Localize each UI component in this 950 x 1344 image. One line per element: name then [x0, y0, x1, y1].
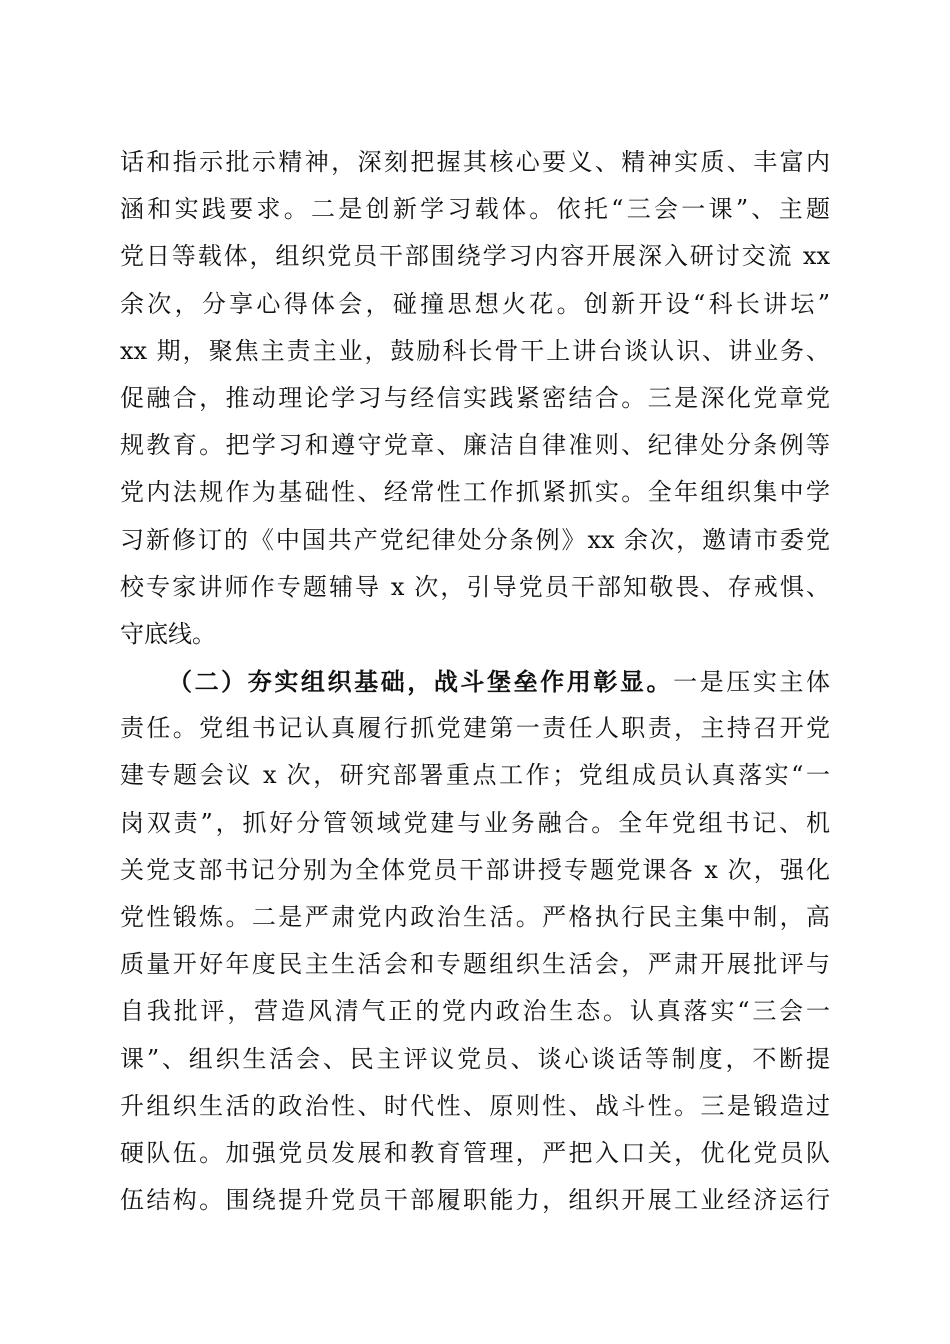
- text-line: 建专题会议 x 次，研究部署重点工作；党组成员认真落实“一: [120, 761, 830, 790]
- text-line: 余次，分享心得体会，碰撞思想火花。创新开设“科长讲坛”: [120, 289, 830, 318]
- text-line: 质量开好年度民主生活会和专题组织生活会，严肃开展批评与: [120, 950, 830, 979]
- body-text: [120, 139, 830, 1224]
- text-line: 规教育。把学习和遵守党章、廉洁自律准则、纪律处分条例等: [120, 431, 830, 460]
- text-line: 党内法规作为基础性、经常性工作抓紧抓实。全年组织集中学: [120, 478, 830, 507]
- text-line: 促融合，推动理论学习与经信实践紧密结合。三是深化党章党: [120, 383, 830, 412]
- text-run: 一是压实主体: [673, 668, 831, 697]
- text-line: 话和指示批示精神，深刻把握其核心要义、精神实质、丰富内: [120, 148, 830, 176]
- text-line: 伍结构。围绕提升党员干部履职能力，组织开展工业经济运行: [120, 1186, 830, 1215]
- section1-paragraph-tail: [120, 139, 830, 658]
- text-line: 责任。党组书记认真履行抓党建第一责任人职责，主持召开党: [120, 714, 830, 743]
- text-line: 关党支部书记分别为全体党员干部讲授专题党课各 x 次，强化: [120, 855, 830, 884]
- text-line: 岗双责”，抓好分管领域党建与业务融合。全年党组书记、机: [120, 808, 830, 837]
- section-heading-line: [120, 658, 830, 705]
- section2-paragraph: [120, 658, 830, 1224]
- text-line: 涵和实践要求。二是创新学习载体。依托“三会一课”、主题: [120, 195, 830, 224]
- text-line: 校专家讲师作专题辅导 x 次，引导党员干部知敬畏、存戒惧、: [120, 572, 830, 601]
- text-line: xx 期，聚焦主责主业，鼓励科长骨干上讲台谈认识、讲业务、: [120, 336, 830, 365]
- section-heading: （二）夯实组织基础，战斗堡垒作用彰显。: [168, 667, 674, 697]
- text-line: 硬队伍。加强党员发展和教育管理，严把入口关，优化党员队: [120, 1138, 830, 1167]
- text-line: 自我批评，营造风清气正的党内政治生态。认真落实“三会一: [120, 997, 830, 1026]
- text-line: 党日等载体，组织党员干部围绕学习内容开展深入研讨交流 xx: [120, 242, 830, 271]
- text-line: 习新修订的《中国共产党纪律处分条例》xx 余次，邀请市委党: [120, 525, 830, 554]
- text-line: 课”、组织生活会、民主评议党员、谈心谈话等制度，不断提: [120, 1044, 830, 1073]
- text-line: 党性锻炼。二是严肃党内政治生活。严格执行民主集中制，高: [120, 903, 830, 931]
- text-line: 升组织生活的政治性、时代性、原则性、战斗性。三是锻造过: [120, 1091, 830, 1120]
- text-line: 守底线。: [120, 619, 216, 648]
